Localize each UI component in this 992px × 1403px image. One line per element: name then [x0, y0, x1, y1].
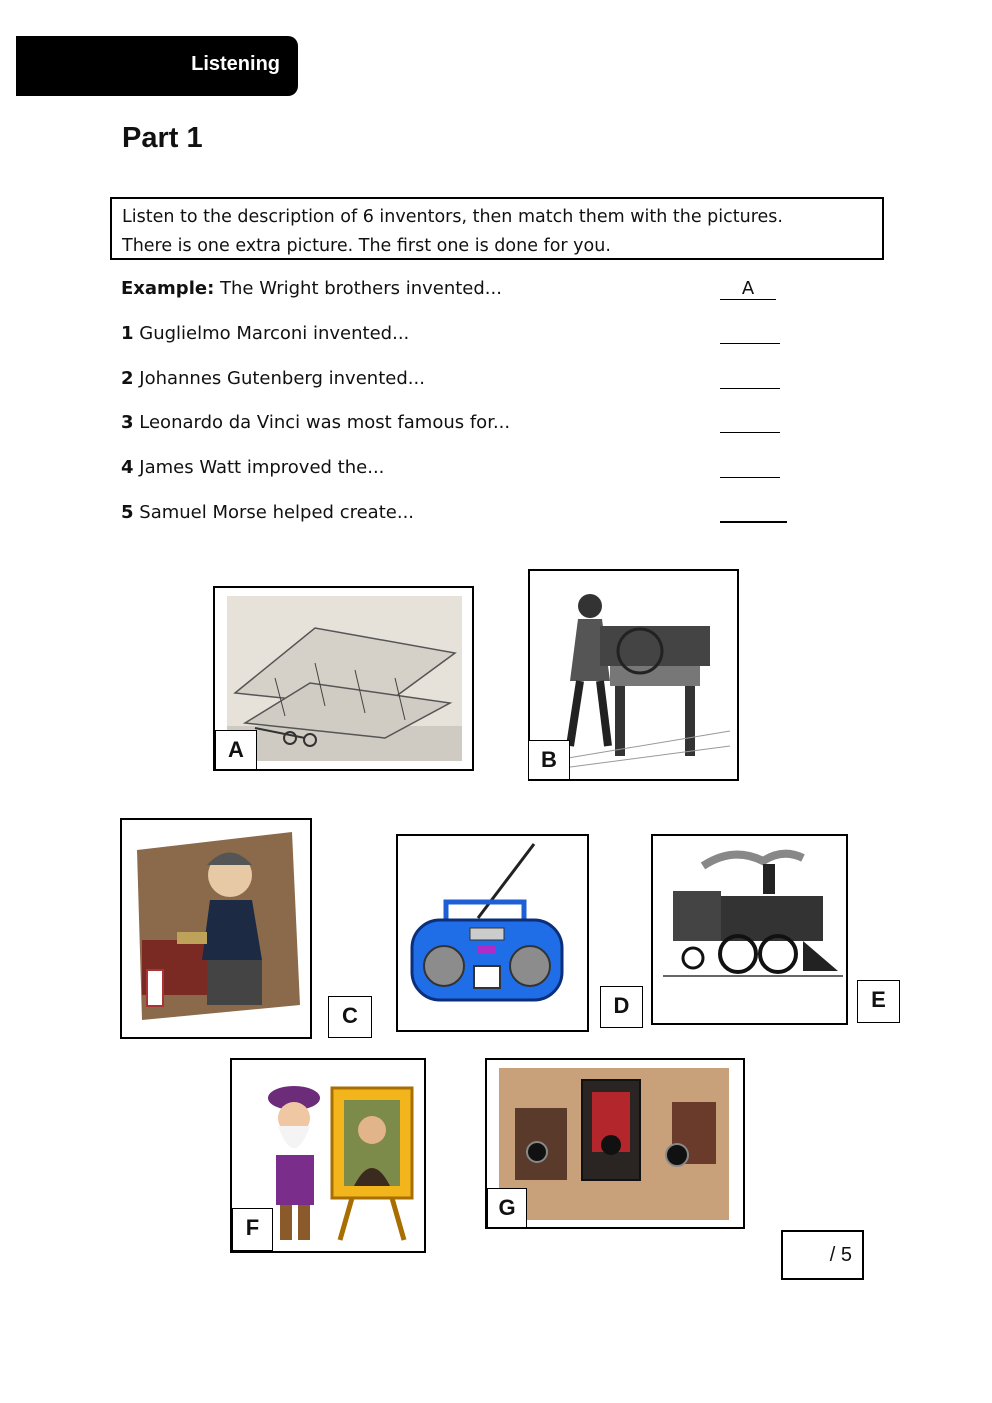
picture-d-radio [396, 834, 589, 1032]
instructions-line-2: There is one extra picture. The first one is done for you. [122, 236, 611, 256]
picture-label-g: G [487, 1188, 527, 1228]
telegraph-inventor-icon [122, 820, 312, 1039]
question-text: Guglielmo Marconi invented... [139, 323, 410, 344]
picture-label-e: E [857, 980, 900, 1023]
picture-label-d: D [600, 986, 643, 1028]
question-number: 3 [121, 412, 134, 433]
instructions-box [110, 197, 884, 260]
instructions-line-1: Listen to the description of 6 inventors, then match them with the pictures. [122, 207, 783, 227]
score-box: / 5 [781, 1230, 864, 1280]
picture-label-a: A [215, 730, 257, 770]
picture-label-b: B [528, 740, 570, 780]
answer-blank-2[interactable] [720, 388, 780, 389]
question-text: Leonardo da Vinci was most famous for... [139, 412, 511, 433]
example-row [121, 278, 502, 299]
answer-blank-3[interactable] [720, 432, 780, 433]
question-number: 5 [121, 502, 134, 523]
question-1 [121, 323, 409, 344]
answer-blank-1[interactable] [720, 343, 780, 344]
part-title: Part 1 [122, 122, 203, 154]
example-text: The Wright brothers invented... [220, 278, 502, 299]
question-number: 1 [121, 323, 134, 344]
question-text: James Watt improved the... [139, 457, 385, 478]
example-answer: A [720, 278, 776, 300]
locomotive-icon [653, 836, 848, 1025]
picture-e-locomotive [651, 834, 848, 1025]
section-tab-label: Listening [191, 53, 280, 75]
question-4 [121, 457, 384, 478]
example-label: Example: [121, 278, 215, 299]
question-2 [121, 368, 425, 389]
picture-c-telegraph-inventor [120, 818, 312, 1039]
radio-icon [398, 836, 589, 1032]
answer-blank-5[interactable] [720, 521, 787, 523]
question-number: 4 [121, 457, 134, 478]
picture-label-f: F [232, 1208, 273, 1251]
question-5 [121, 502, 414, 523]
question-text: Samuel Morse helped create... [139, 502, 415, 523]
section-tab [16, 36, 298, 96]
question-number: 2 [121, 368, 134, 389]
picture-label-c: C [328, 996, 372, 1038]
question-3 [121, 412, 510, 433]
answer-blank-4[interactable] [720, 477, 780, 478]
question-text: Johannes Gutenberg invented... [139, 368, 425, 389]
